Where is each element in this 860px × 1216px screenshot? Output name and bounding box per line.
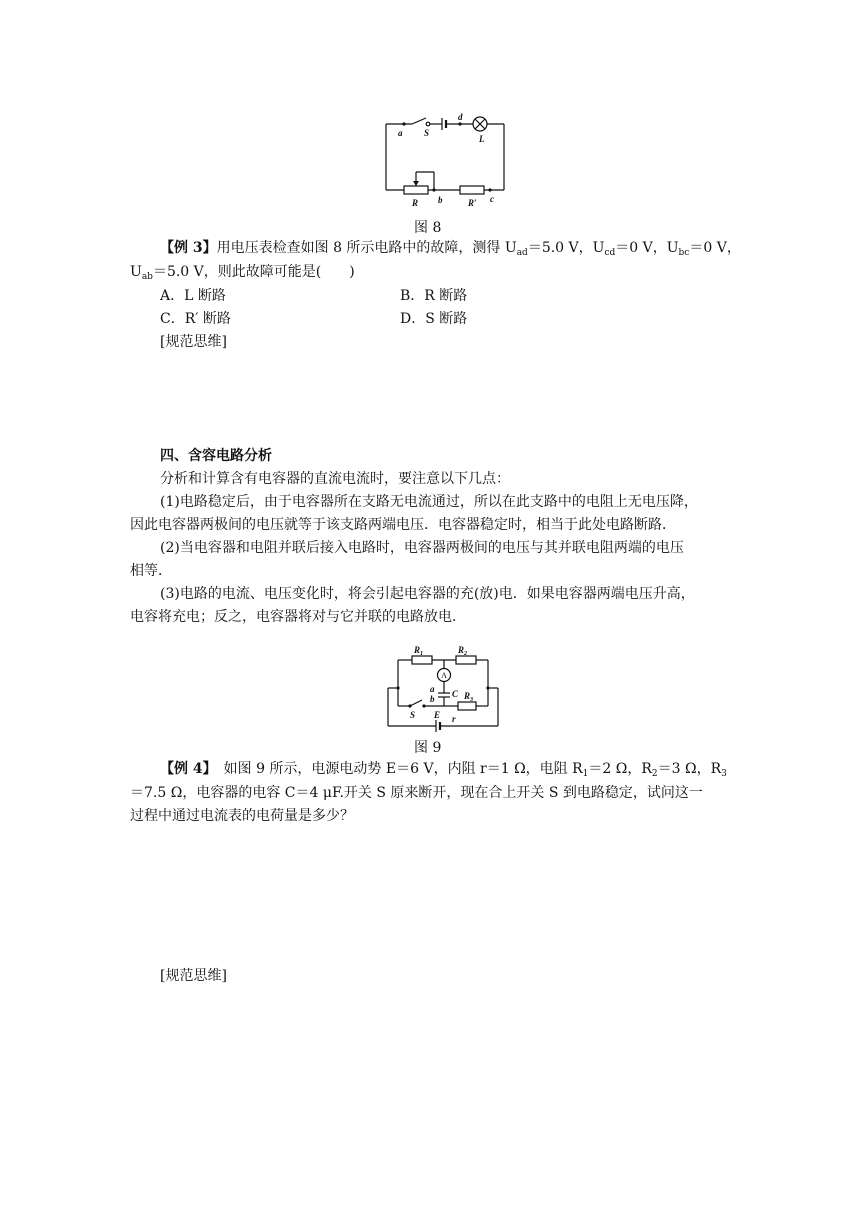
ex3-text-2: ＝5.0 V，U	[527, 240, 605, 256]
option-d: D．S 断路	[400, 311, 468, 327]
fig9-label-a: a	[430, 684, 435, 694]
fig8-label-r: R	[412, 198, 419, 208]
figure-9-caption: 图 9	[414, 740, 442, 756]
example-3-line-2	[130, 262, 355, 282]
section-4-point-2-line-1: (2)当电容器和电阻并联后接入电路时，电容器两极间的电压与其并联电阻两端的电压	[160, 540, 684, 556]
ex3-sub-cd: cd	[604, 248, 616, 258]
example-4-line-3: 过程中通过电流表的电荷量是多少？	[130, 808, 354, 824]
fig9-label-c: C	[452, 689, 459, 699]
fig9-label-b: b	[430, 694, 435, 704]
fig8-label-a: a	[398, 128, 403, 138]
ex3-sub-bc: bc	[678, 248, 690, 258]
fig8-label-d: d	[458, 112, 463, 122]
option-b: B．R 断路	[400, 288, 468, 304]
fig8-label-s: S	[424, 128, 430, 138]
fig9-label-r1: $R_1$	[414, 645, 424, 657]
ex4-text-2: ＝2 Ω，R	[588, 761, 652, 777]
fig9-label-r3: $R_3$	[464, 691, 474, 703]
fig9-label-r: r	[452, 714, 456, 724]
fig8-label-l: L	[479, 134, 485, 144]
fig9-label-e: E	[434, 710, 441, 720]
ex3-text-5: U	[130, 264, 142, 280]
section-4-point-1-line-1: (1)电路稳定后，由于电容器所在支路无电流通过，所以在此支路中的电阻上无电压降，	[160, 494, 698, 510]
example-3-title: 【例 3】	[160, 240, 217, 256]
figure-8-circuit	[380, 108, 510, 212]
fig9-label-r2: $R_2$	[458, 645, 468, 657]
ex3-sub-ab: ab	[141, 272, 153, 282]
section-4-heading: 四、含容电路分析	[160, 448, 272, 464]
ex4-sub-1: 1	[582, 769, 589, 779]
example-4-line-2: ＝7.5 Ω，电容器的电容 C＝4 μF.开关 S 原来断开，现在合上开关 S 到电路稳定，试问这一	[130, 785, 703, 801]
ex4-text-1: 如图 9 所示，电源电动势 E＝6 V，内阻 r＝1 Ω，电阻 R	[209, 761, 583, 777]
section-4-point-3-line-1: (3)电路的电流、电压变化时，将会引起电容器的充(放)电．如果电容器两端电压升高，	[160, 586, 695, 602]
ex3-text-1: 用电压表检查如图 8 所示电路中的故障，测得 U	[216, 240, 517, 256]
fig8-label-c: c	[490, 194, 494, 204]
example-4-thinking-label: [规范思维]	[160, 968, 227, 984]
section-4-point-2-line-2: 相等．	[130, 563, 172, 579]
ex3-text-6: ＝5.0 V，则此故障可能是( )	[152, 264, 355, 280]
ex3-sub-ad: ad	[516, 248, 528, 258]
example-4-title: 【例 4】	[160, 761, 210, 777]
example-4-line-1	[160, 759, 727, 779]
option-a: A．L 断路	[160, 288, 226, 304]
example-3-thinking-label: [规范思维]	[160, 334, 227, 350]
fig8-label-rprime: R′	[468, 198, 477, 208]
figure-9-circuit	[372, 644, 512, 736]
ex3-text-4: ＝0 V，	[689, 240, 741, 256]
example-3-line-1	[160, 238, 741, 258]
fig9-label-s: S	[410, 710, 416, 720]
ammeter-icon: A	[441, 671, 447, 680]
ex3-text-3: ＝0 V，U	[615, 240, 679, 256]
section-4-intro: 分析和计算含有电容器的直流电流时，要注意以下几点：	[160, 471, 510, 487]
figure-8-caption: 图 8	[414, 220, 442, 236]
section-4-point-3-line-2: 电容将充电；反之，电容器将对与它并联的电路放电．	[130, 609, 466, 625]
ex4-sub-2: 2	[651, 769, 658, 779]
fig8-label-b: b	[438, 195, 443, 205]
ex4-sub-3: 3	[721, 769, 727, 779]
ex4-text-3: ＝3 Ω，R	[657, 761, 722, 777]
section-4-point-1-line-2: 因此电容器两极间的电压就等于该支路两端电压．电容器稳定时，相当于此处电路断路．	[130, 517, 676, 533]
option-c: C．R′ 断路	[160, 311, 231, 327]
